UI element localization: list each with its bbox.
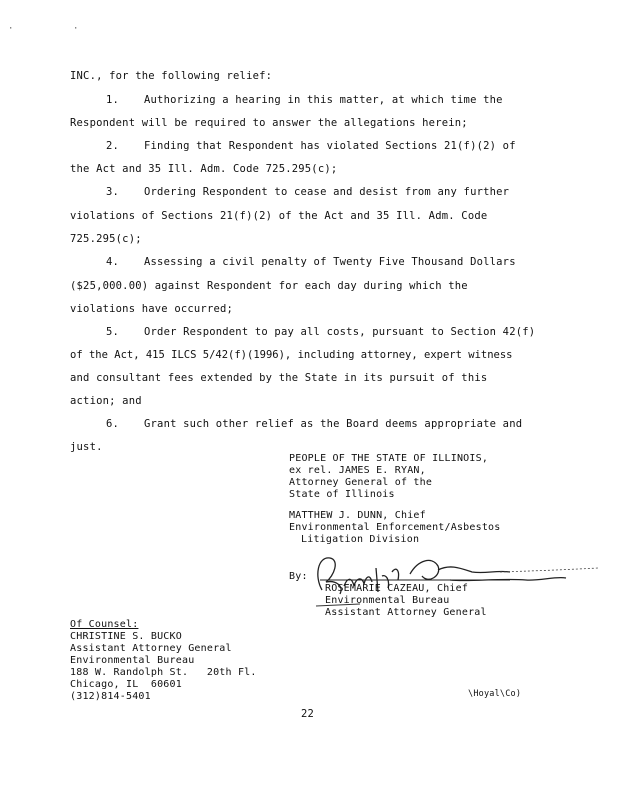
item-3-line1: Ordering Respondent to cease and desist from any further [144,186,510,198]
item-2-line2: the Act and 35 Ill. Adm. Code 725.295(c); [70,163,338,175]
signer-bureau: Environmental Bureau [325,595,450,606]
item-4-line2: ($25,000.00) against Respondent for each day during which the [70,280,468,292]
item-5-line2: of the Act, 415 ILCS 5/42(f)(1996), including attorney, expert witness [70,349,513,361]
item-6-line2: just. [70,441,103,453]
item-6-line1: Grant such other relief as the Board deems appropriate and [144,418,523,430]
document-code: \Hoyal\Co) [468,689,522,699]
sig-division: Environmental Enforcement/Asbestos [289,522,501,533]
of-counsel-heading: Of Counsel: [70,619,139,630]
item-4-number: 4. [106,256,120,268]
sig-division-2: Litigation Division [301,534,420,545]
intro-line: INC., for the following relief: [70,70,273,82]
item-3-line2: violations of Sections 21(f)(2) of the Act and 35 Ill. Adm. Code [70,210,488,222]
counsel-title: Assistant Attorney General [70,643,232,654]
item-1-line2: Respondent will be required to answer the allegations herein; [70,117,468,129]
page-number: 22 [301,708,315,720]
sig-state: State of Illinois [289,489,395,500]
item-4-line1: Assessing a civil penalty of Twenty Five Thousand Dollars [144,256,516,268]
item-3-number: 3. [106,186,120,198]
item-2-line1: Finding that Respondent has violated Sections 21(f)(2) of [144,140,516,152]
sig-people: PEOPLE OF THE STATE OF ILLINOIS, [289,453,489,464]
item-1-number: 1. [106,94,120,106]
item-6-number: 6. [106,418,120,430]
counsel-bureau: Environmental Bureau [70,655,195,666]
item-2-number: 2. [106,140,120,152]
counsel-address-street: 188 W. Randolph St. 20th Fl. [70,667,257,678]
item-4-line3: violations have occurred; [70,303,234,315]
signer-title: Assistant Attorney General [325,607,487,618]
item-5-line1: Order Respondent to pay all costs, pursuant to Section 42(f) [144,326,536,338]
scan-specks: · · [8,24,79,34]
counsel-phone: (312)814-5401 [70,691,151,702]
counsel-name: CHRISTINE S. BUCKO [70,631,182,642]
sig-attorney-general: Attorney General of the [289,477,433,488]
item-3-line3: 725.295(c); [70,233,142,245]
sig-ex-rel: ex rel. JAMES E. RYAN, [289,465,426,476]
signer-name: ROSEMARIE CAZEAU, Chief [325,583,469,594]
by-label: By: [289,571,308,582]
sig-chief-name: MATTHEW J. DUNN, Chief [289,510,426,521]
item-5-number: 5. [106,326,120,338]
item-1-line1: Authorizing a hearing in this matter, at which time the [144,94,503,106]
item-5-line3: and consultant fees extended by the State in its pursuit of this [70,372,488,384]
item-5-line4: action; and [70,395,142,407]
counsel-address-city: Chicago, IL 60601 [70,679,182,690]
